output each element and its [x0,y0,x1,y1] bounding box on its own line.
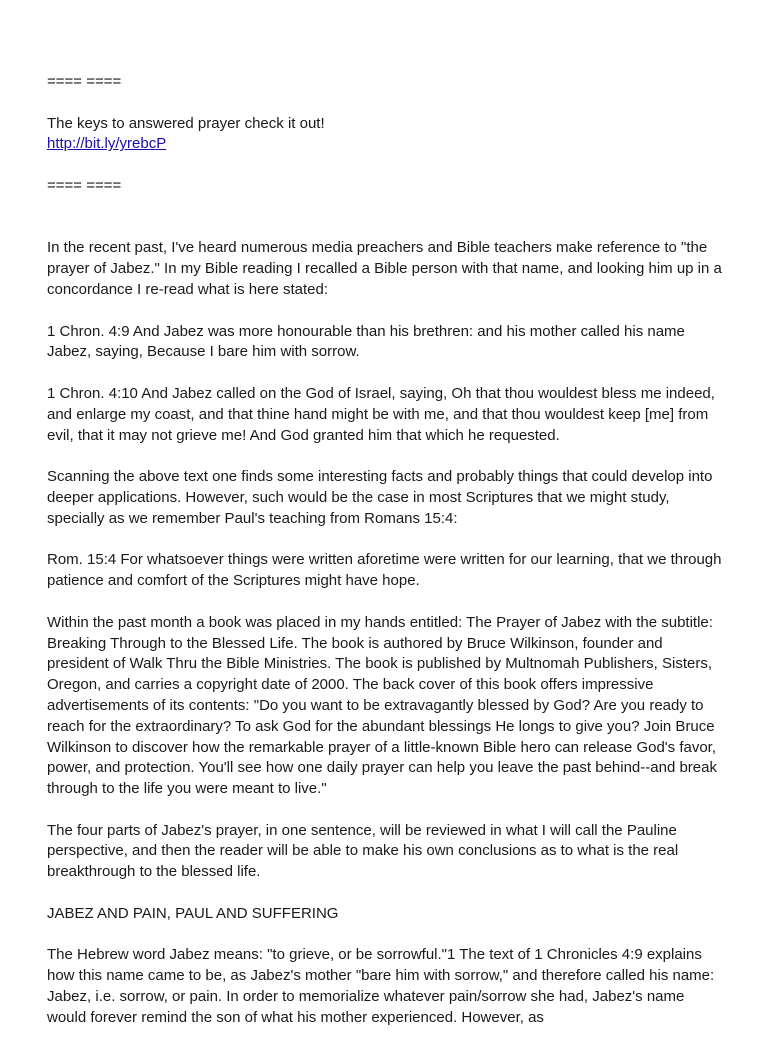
section-heading: JABEZ AND PAIN, PAUL AND SUFFERING [47,904,339,922]
paragraph-hebrew-word: The Hebrew word Jabez means: "to grieve, or be sorrowful."1 The text of 1 Chronicles 4:9 explains how this name came to be, as Jabez's mother "bare him with sorrow," and therefore called his name: Jabez, i.e. sorrow, or pain. In order to memorialize whatever pain/sorrow she had, Jabez's name would forever remind the son of what his mother experienced. However, as [47,946,715,1026]
document-page [47,72,727,1049]
paragraph-romans: Rom. 15:4 For whatsoever things were written aforetime were written for our learning, that we through patience and comfort of the Scriptures might have hope. [47,551,722,590]
paragraph-intro: In the recent past, I've heard numerous media preachers and Bible teachers make reference to "the prayer of Jabez." In my Bible reading I recalled a Bible person with that name, and looking him up in a concordance I re-read what is here stated: [47,239,722,298]
spacer [47,218,727,239]
divider-bottom: ==== ==== [47,176,122,194]
paragraph-four-parts: The four parts of Jabez's prayer, in one sentence, will be reviewed in what I will call the Pauline perspective, and then the reader will be able to make his own conclusions as to what is the real breakthrough to the blessed life. [47,821,679,881]
paragraph-verse-4-9: 1 Chron. 4:9 And Jabez was more honourable than his brethren: and his mother called his name Jabez, saying, Because I bare him with sorrow. [47,322,685,361]
divider-top: ==== ==== [47,73,122,90]
promo-text: The keys to answered prayer check it out! [47,114,325,132]
paragraph-verse-4-10: 1 Chron. 4:10 And Jabez called on the God of Israel, saying, Oh that thou wouldest bless me indeed, and enlarge my coast, and that thine hand might be with me, and that thou wouldest keep [me] from evil, that it may not grieve me! And God granted him that which he requested. [47,384,715,444]
promo-block [47,114,727,156]
promo-link[interactable]: http://bit.ly/yrebcP [47,135,167,153]
paragraph-book: Within the past month a book was placed in my hands entitled: The Prayer of Jabez with the subtitle: Breaking Through to the Blessed Life. The book is authored by Bruce Wilkinson, founder and president of Walk Thru the Bible Ministries. The book is published by Multnomah Publishers, Sisters, Oregon, and carries a copyright date of 2000. The back cover of this book offers impressive advertisements of its contents: "Do you want to be extravagantly blessed by God? Are you ready to reach for the extraordinary? To ask God for the abundant blessings He longs to give you? Join Bruce Wilkinson to discover how the remarkable prayer of a little-known Bible hero can release God's favor, power, and protection. You'll see how one daily prayer can help you leave the past behind--and break through to the life you were meant to live." [47,613,717,798]
paragraph-scanning: Scanning the above text one finds some interesting facts and probably things that could develop into deeper applications. However, such would be the case in most Scriptures that we might study, specially as we remember Paul's teaching from Romans 15:4: [47,468,713,527]
